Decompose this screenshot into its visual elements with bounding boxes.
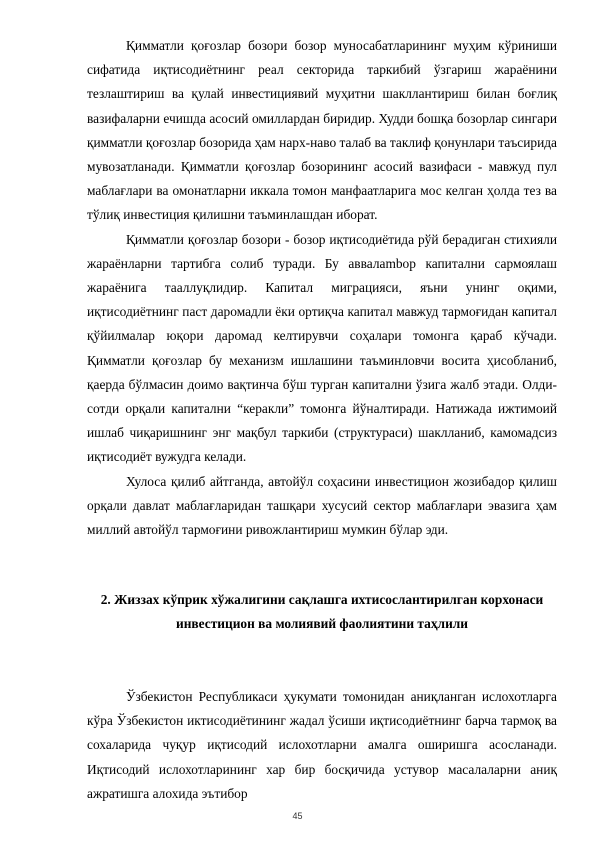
section-heading-line-2: инвестицион ва молиявий фаолиятини таҳлили: [175, 616, 469, 632]
section-heading: [87, 588, 557, 636]
page-number: 45: [292, 811, 303, 821]
section-heading-line-1: 2. Жиззах кўприк хўжалигини сақлашга ихтисослантирилган корхонаси: [100, 592, 544, 607]
body-text-bottom: [87, 685, 557, 806]
paragraph-3: Хулоса қилиб айтганда, автойўл соҳасини инвестицион жозибадор қилиш орқали давлат маблағларидан ташқари хусусий сектор маблағлари эвазига ҳам миллий автойўл тармоғини ривожлантириш мумкин бўлар эди.: [87, 473, 557, 538]
body-text-top: [87, 34, 557, 542]
paragraph-4: Ўзбекистон Республикаси ҳукумати томонидан аниқланган ислохотларга кўра Ўзбекистон иктисодиётининг жадал ўсиши иқтисодиётнинг барча тармоқ ва сохаларида чуқур иқтисодий ислохотларни амалга оширишга асосланади. Иқтисодий ислохотларининг хар бир босқичида устувор масалаларни аниқ ажратишга алохида эътибор: [87, 689, 557, 801]
paragraph-2: Қимматли қоғозлар бозори - бозор иқтисодиётида рўй берадиган стихияли жараёнларни тартибга солиб туради. Бу аввалambор капитални сармоялаш жараёнига тааллуқлидир. Капитал миграцияси, яъни унинг оқими, иқтисодиётнинг паст даромадли ёки ортиқча капитал мавжуд тармоғидан капитал қўйилмалар юқори даромад келтирувчи соҳалари томонга қараб кўчади. Қимматли қоғозлар бу механизм ишлашини таъминловчи восита ҳисобланиб, қаерда бўлмасин доимо вақтинча бўш турган капитални ўзига жалб этади. Олди-сотди орқали капитални “керакли” томонга йўналтиради. Натижада ижтимоий ишлаб чиқаришнинг энг мақбул таркиби (структураси) шаклланиб, камомадсиз иқтисодиёт вужудга келади.: [87, 231, 557, 465]
paragraph-1: Қимматли қоғозлар бозори бозор муносабатларининг муҳим кўриниши сифатида иқтисодиётнинг реал секторида таркибий ўзгариш жараёнини тезлаштириш ва қулай инвестициявий муҳитни шакллантириш билан боғлиқ вазифаларни ечишда асосий омиллардан биридир. Худди бошқа бозорлар сингари қимматли қоғозлар бозорида ҳам нарх-наво талаб ва таклиф қонунлари таъсирида мувозатланади. Қимматли қоғозлар бозорининг асосий вазифаси - мавжуд пул маблағлари ва омонатларни иккала томон манфаатларига мос келган ҳолда тез ва тўлиқ инвестиция қилишни таъминлашдан иборат.: [87, 38, 557, 223]
